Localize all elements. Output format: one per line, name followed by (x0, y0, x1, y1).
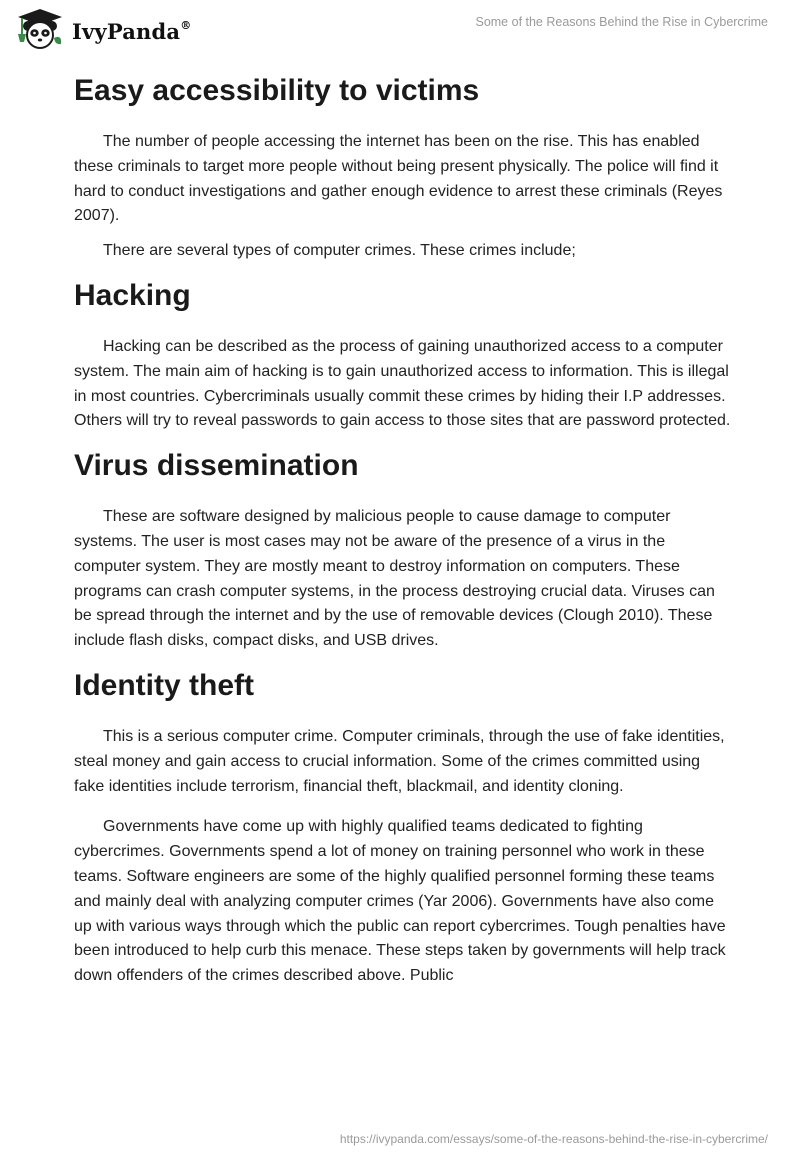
section-virus-dissemination (74, 447, 734, 654)
brand-name: IvyPanda® (72, 18, 192, 44)
paragraph: Hacking can be described as the process of gaining unauthorized access to a computer system. The main aim of hacking is to gain unauthorized access to information. This is illegal in most countries. Cybercriminals usually commit these crimes by hiding their I.P addresses. Others will try to reveal passwords to gain access to those sites that are password protected. (74, 337, 731, 430)
paragraph: The number of people accessing the internet has been on the rise. This has enabled these criminals to target more people without being present physically. The police will find it hard to conduct investigations and gather enough evidence to arrest these criminals (Reyes 2007). (74, 133, 723, 225)
section-easy-accessibility (74, 72, 734, 264)
section-heading: Easy accessibility to victims (74, 74, 480, 107)
source-url-link[interactable]: https://ivypanda.com/essays/some-of-the-reasons-behind-the-rise-in-cybercrime/ (339, 1132, 768, 1146)
logo[interactable] (14, 8, 191, 50)
trademark-symbol: ® (180, 18, 192, 32)
section-heading: Virus dissemination (74, 449, 359, 483)
section-heading: Identity theft (74, 668, 254, 702)
paragraph: There are several types of computer crimes. These crimes include; (103, 242, 576, 260)
panda-logo-icon (14, 8, 66, 50)
section-hacking (74, 277, 734, 434)
paragraph: Governments have come up with highly qualified teams dedicated to fighting cybercrimes. Governments spend a lot of money on training personnel who work in these teams. Software engineers are some of the highly qualified personnel forming these teams and mainly deal with analyzing computer crimes (Yar 2006). Governments have also come up with various ways through which the public can report cybercrimes. Tough penalties have been introduced to help curb this menace. These steps taken by governments will help track down offenders of the crimes described above. Public (74, 818, 726, 985)
section-heading: Hacking (74, 278, 191, 312)
document-title: Some of the Reasons Behind the Rise in Cybercrime (475, 15, 768, 29)
paragraph: These are software designed by malicious people to cause damage to computer systems. The user is most cases may not be aware of the presence of a virus in the computer system. They are mostly meant to destroy information on computers. These programs can crash computer systems, in the process destroying crucial data. Viruses can be spread through the internet and by the use of removable devices (Clough 2010). These include flash disks, compact disks, and USB drives. (74, 508, 715, 650)
page-header (0, 0, 800, 60)
essay-content (74, 72, 734, 989)
paragraph: This is a serious computer crime. Computer criminals, through the use of fake identities, steal money and gain access to crucial information. Some of the crimes committed using fake identities include terrorism, financial theft, blackmail, and identity cloning. (74, 727, 725, 795)
section-identity-theft (74, 667, 734, 989)
